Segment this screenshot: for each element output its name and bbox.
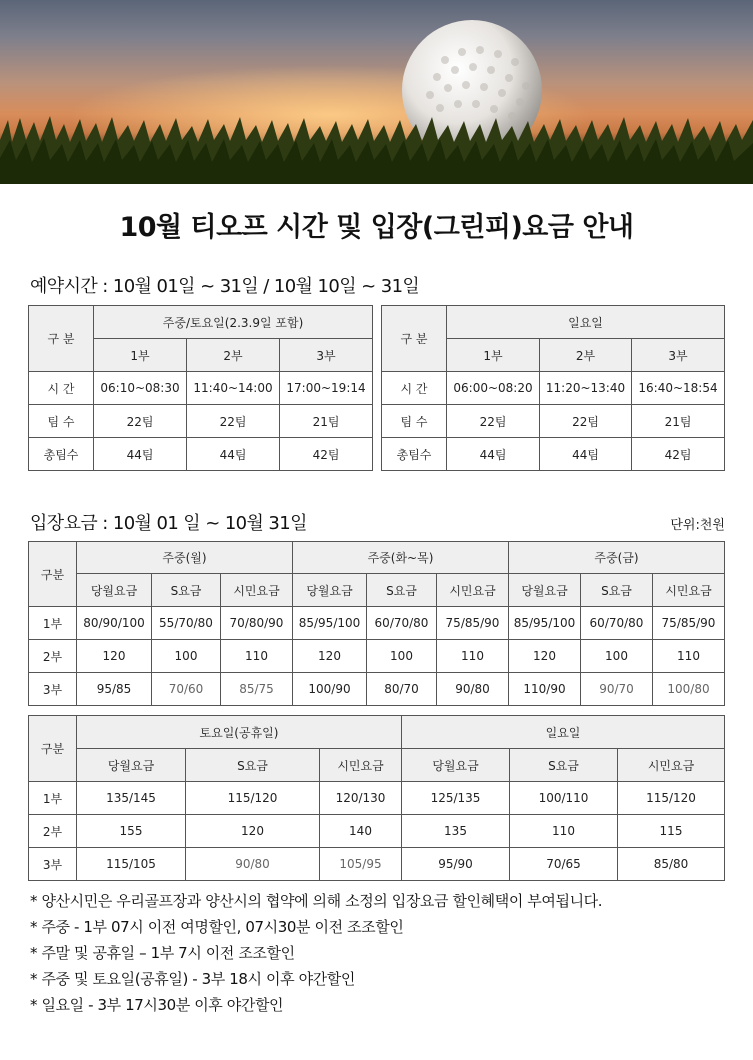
table-cell: 135/145 (77, 782, 186, 815)
corner-cell: 구분 (29, 542, 77, 607)
corner-cell: 구 분 (382, 306, 447, 372)
note-item: * 주말 및 공휴일 – 1부 7시 이전 조조할인 (30, 944, 295, 962)
table-cell: 100/80 (653, 673, 725, 706)
weekend-fee-table (28, 715, 725, 881)
row-label: 총팀수 (382, 438, 447, 471)
group-header: 일요일 (402, 716, 725, 749)
table-cell: 100 (152, 640, 221, 673)
table-cell: 70/80/90 (221, 607, 293, 640)
table-cell: 17:00~19:14 (280, 372, 373, 405)
col-header: 시민요금 (618, 749, 725, 782)
col-header: 2부 (187, 339, 280, 372)
table-cell: 44팀 (94, 438, 187, 471)
table-cell: 95/85 (77, 673, 152, 706)
row-label: 시 간 (29, 372, 94, 405)
table-cell: 11:20~13:40 (540, 372, 632, 405)
col-header: S요금 (152, 574, 221, 607)
col-header: S요금 (367, 574, 437, 607)
col-header: 1부 (447, 339, 540, 372)
table-cell: 115/120 (186, 782, 320, 815)
col-header: S요금 (581, 574, 653, 607)
table-cell: 120/130 (320, 782, 402, 815)
table-cell: 70/65 (510, 848, 618, 881)
row-label: 2부 (29, 640, 77, 673)
table-cell: 125/135 (402, 782, 510, 815)
note-item: * 일요일 - 3부 17시30분 이후 야간할인 (30, 996, 284, 1014)
table-cell: 110 (653, 640, 725, 673)
table-cell: 16:40~18:54 (632, 372, 725, 405)
table-cell: 55/70/80 (152, 607, 221, 640)
sunday-time-table (381, 305, 725, 471)
table-cell: 90/80 (437, 673, 509, 706)
table-cell: 100/110 (510, 782, 618, 815)
table-cell: 22팀 (540, 405, 632, 438)
table-cell: 90/80 (186, 848, 320, 881)
col-header: 시민요금 (653, 574, 725, 607)
table-cell: 22팀 (94, 405, 187, 438)
col-header: 당월요금 (509, 574, 581, 607)
corner-cell: 구 분 (29, 306, 94, 372)
table-cell: 06:10~08:30 (94, 372, 187, 405)
notes-list (30, 888, 730, 1018)
table-cell: 21팀 (280, 405, 373, 438)
table-cell: 44팀 (540, 438, 632, 471)
table-cell: 115/105 (77, 848, 186, 881)
col-header: 당월요금 (293, 574, 367, 607)
col-header: 3부 (280, 339, 373, 372)
note-item: * 양산시민은 우리골프장과 양산시의 협약에 의해 소정의 입장요금 할인혜택이 부여됩니다. (30, 892, 603, 910)
table-cell: 06:00~08:20 (447, 372, 540, 405)
table-cell: 120 (186, 815, 320, 848)
table-cell: 42팀 (280, 438, 373, 471)
row-label: 2부 (29, 815, 77, 848)
table-cell: 85/75 (221, 673, 293, 706)
row-label: 1부 (29, 607, 77, 640)
col-header: 시민요금 (437, 574, 509, 607)
table-cell: 75/85/90 (653, 607, 725, 640)
col-header: 2부 (540, 339, 632, 372)
group-header: 주중/토요일(2.3.9일 포함) (94, 306, 373, 339)
table-cell: 120 (509, 640, 581, 673)
group-header: 토요일(공휴일) (77, 716, 402, 749)
table-cell: 155 (77, 815, 186, 848)
corner-cell: 구분 (29, 716, 77, 782)
table-cell: 21팀 (632, 405, 725, 438)
table-cell: 85/95/100 (509, 607, 581, 640)
table-cell: 100 (367, 640, 437, 673)
group-header: 주중(화~목) (293, 542, 509, 574)
table-cell: 120 (293, 640, 367, 673)
table-cell: 100 (581, 640, 653, 673)
col-header: 당월요금 (77, 574, 152, 607)
group-header: 주중(금) (509, 542, 725, 574)
table-cell: 115/120 (618, 782, 725, 815)
col-header: 시민요금 (320, 749, 402, 782)
row-label: 팀 수 (382, 405, 447, 438)
table-cell: 95/90 (402, 848, 510, 881)
table-cell: 60/70/80 (581, 607, 653, 640)
group-header: 주중(월) (77, 542, 293, 574)
unit-label: 단위:천원 (670, 518, 725, 533)
hero-banner (0, 0, 753, 184)
table-cell: 120 (77, 640, 152, 673)
table-cell: 110 (510, 815, 618, 848)
table-cell: 22팀 (447, 405, 540, 438)
col-header: 당월요금 (77, 749, 186, 782)
table-cell: 115 (618, 815, 725, 848)
table-cell: 80/90/100 (77, 607, 152, 640)
golf-ball-image (0, 0, 753, 184)
table-cell: 44팀 (187, 438, 280, 471)
table-cell: 85/95/100 (293, 607, 367, 640)
fees-label: 입장요금 : 10월 01 일 ~ 10월 31일 (30, 513, 307, 534)
row-label: 총팀수 (29, 438, 94, 471)
col-header: S요금 (186, 749, 320, 782)
table-cell: 80/70 (367, 673, 437, 706)
table-cell: 42팀 (632, 438, 725, 471)
row-label: 3부 (29, 673, 77, 706)
table-cell: 140 (320, 815, 402, 848)
table-cell: 11:40~14:00 (187, 372, 280, 405)
table-cell: 110 (437, 640, 509, 673)
table-cell: 60/70/80 (367, 607, 437, 640)
table-cell: 100/90 (293, 673, 367, 706)
table-cell: 110/90 (509, 673, 581, 706)
col-header: 당월요금 (402, 749, 510, 782)
note-item: * 주중 - 1부 07시 이전 여명할인, 07시30분 이전 조조할인 (30, 918, 404, 936)
table-cell: 22팀 (187, 405, 280, 438)
table-cell: 44팀 (447, 438, 540, 471)
table-cell: 105/95 (320, 848, 402, 881)
page-title: 10월 티오프 시간 및 입장(그린피)요금 안내 (119, 212, 634, 243)
row-label: 1부 (29, 782, 77, 815)
col-header: 3부 (632, 339, 725, 372)
reservation-label: 예약시간 : 10월 01일 ~ 31일 / 10월 10일 ~ 31일 (30, 276, 420, 297)
row-label: 3부 (29, 848, 77, 881)
table-cell: 75/85/90 (437, 607, 509, 640)
note-item: * 주중 및 토요일(공휴일) - 3부 18시 이후 야간할인 (30, 970, 355, 988)
group-header: 일요일 (447, 306, 725, 339)
table-cell: 85/80 (618, 848, 725, 881)
row-label: 팀 수 (29, 405, 94, 438)
col-header: 시민요금 (221, 574, 293, 607)
table-cell: 70/60 (152, 673, 221, 706)
table-cell: 135 (402, 815, 510, 848)
col-header: S요금 (510, 749, 618, 782)
col-header: 1부 (94, 339, 187, 372)
weekday-fee-table (28, 541, 725, 706)
table-cell: 110 (221, 640, 293, 673)
table-cell: 90/70 (581, 673, 653, 706)
row-label: 시 간 (382, 372, 447, 405)
weekday-time-table (28, 305, 373, 471)
